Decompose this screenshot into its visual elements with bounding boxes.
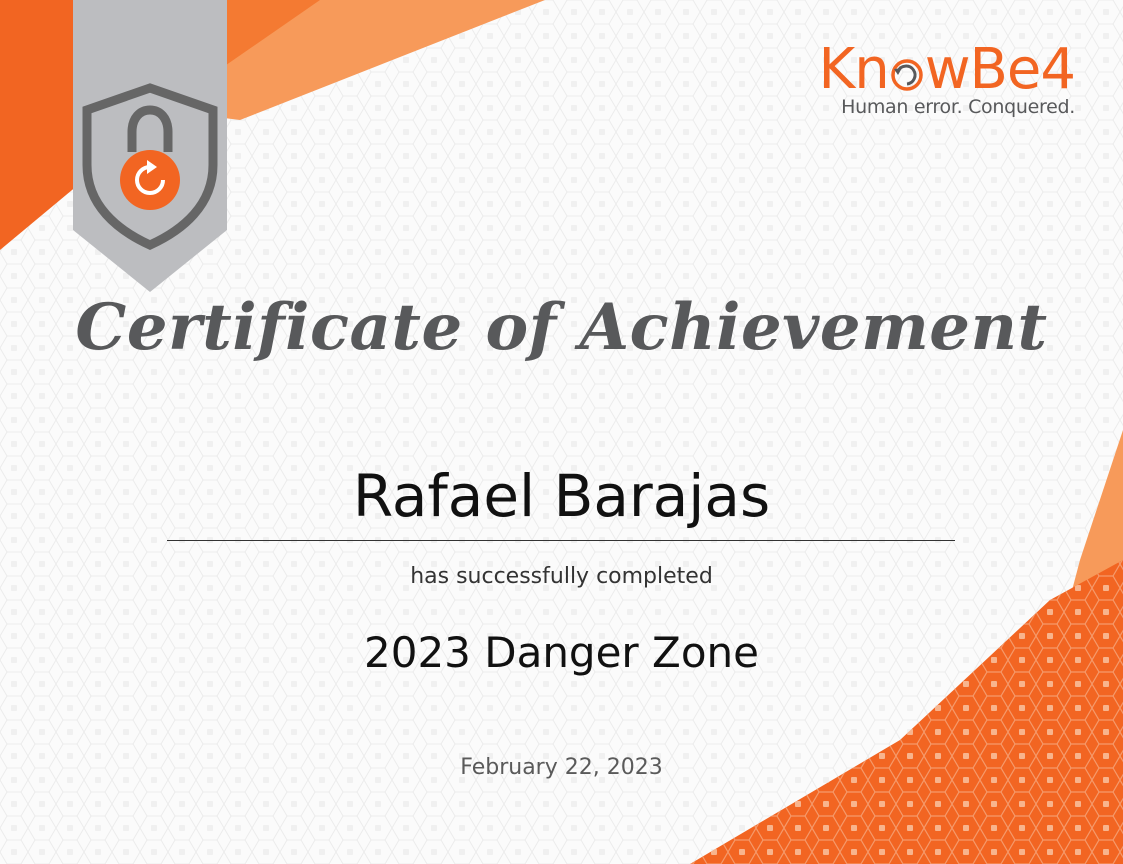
- logo-text-start: Kn: [818, 37, 889, 102]
- recipient-underline: [167, 540, 955, 541]
- knowbe4-logo: [818, 37, 1075, 118]
- logo-tagline: Human error. Conquered.: [841, 96, 1075, 118]
- recipient-name: Rafael Barajas: [352, 462, 771, 530]
- logo-text-end: wBe4: [924, 37, 1075, 102]
- completion-date: February 22, 2023: [460, 755, 663, 780]
- logo-wordmark: [818, 37, 1075, 102]
- knowbe4-logo-o-icon: [890, 54, 924, 92]
- certificate-title: Certificate of Achievement: [75, 290, 1048, 365]
- completion-statement: has successfully completed: [410, 564, 713, 589]
- shield-lock-badge: [73, 0, 227, 292]
- course-name: 2023 Danger Zone: [364, 628, 759, 677]
